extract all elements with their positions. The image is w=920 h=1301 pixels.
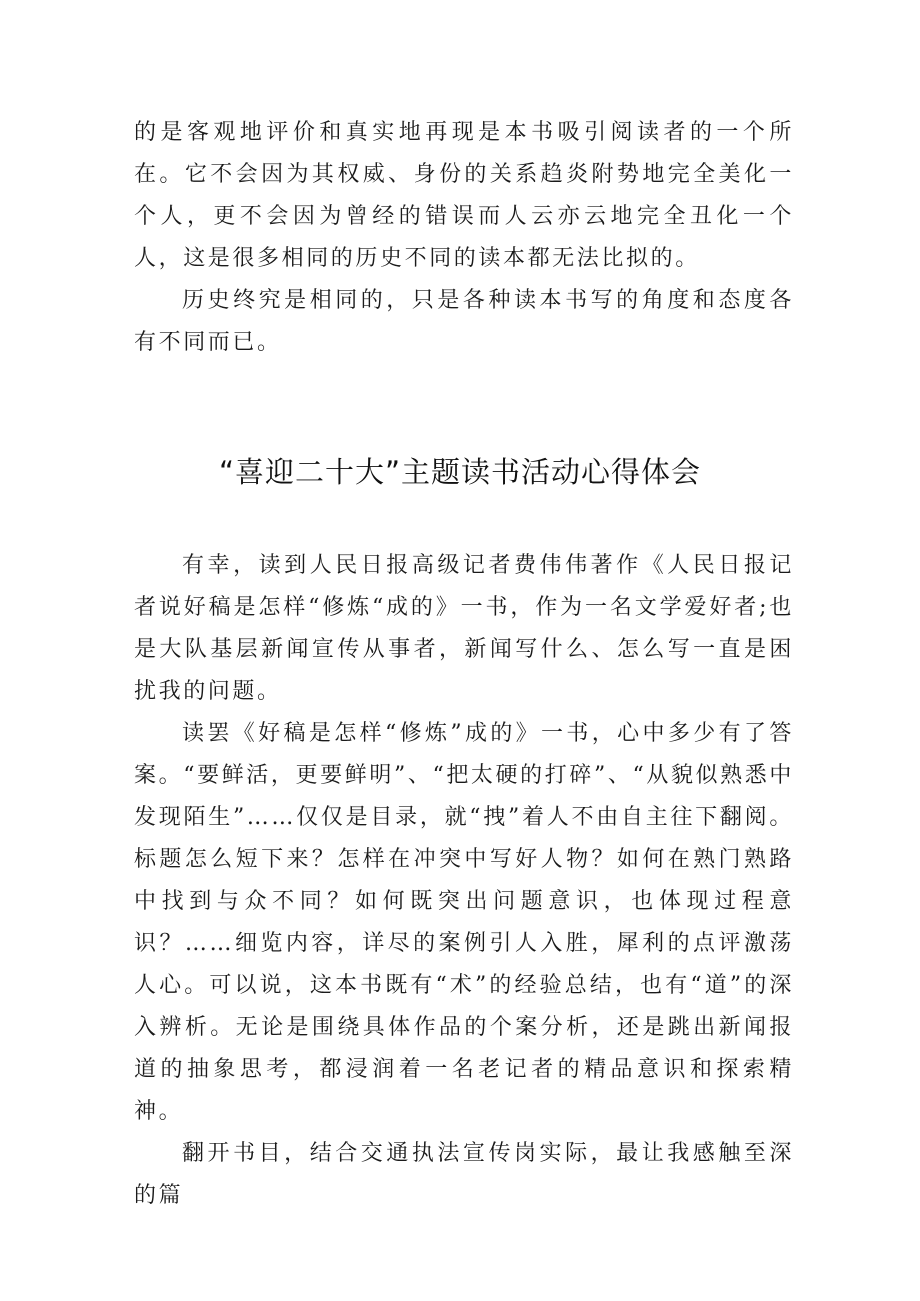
paragraph: 有幸，读到人民日报高级记者费伟伟著作《人民日报记者说好稿是怎样“修炼“成的》一书，作为一名文学爱好者;也是大队基层新闻宣传从事者，新闻写什么、怎么写一直是困扰我的问题。 bbox=[134, 553, 794, 704]
paragraph: 历史终究是相同的，只是各种读本书写的角度和态度各有不同而已。 bbox=[134, 288, 794, 355]
paragraph: 读罢《好稿是怎样“修炼”成的》一书，心中多少有了答案。“要鲜活，更要鲜明”、“把太硬的打碎”、“从貌似熟悉中发现陌生”……仅仅是目录，就“拽”着人不由自主往下翻阅。标题怎么短下来？怎样在冲突中写好人物？如何在熟门熟路中找到与众不同？如何既突出问题意识，也体现过程意识？……细览内容，详尽的案例引人入胜，犀利的点评激荡人心。可以说，这本书既有“术”的经验总结，也有“道”的深入辨析。无论是围绕具体作品的个案分析，还是跳出新闻报道的抽象思考，都浸润着一名老记者的精品意识和探索精神。 bbox=[134, 721, 794, 1124]
article-body bbox=[134, 545, 794, 1217]
article-title: “喜迎二十大”主题读书活动心得体会 bbox=[218, 455, 702, 489]
paragraph: 翻开书目，结合交通执法宣传岗实际，最让我感触至深的篇 bbox=[134, 1141, 794, 1208]
text-block-continued bbox=[134, 112, 794, 364]
paragraph-continued: 的是客观地评价和真实地再现是本书吸引阅读者的一个所在。它不会因为其权威、身份的关系趋炎附势地完全美化一个人，更不会因为曾经的错误而人云亦云地完全丑化一个人，这是很多相同的历史不同的读本都无法比拟的。 bbox=[134, 120, 794, 271]
